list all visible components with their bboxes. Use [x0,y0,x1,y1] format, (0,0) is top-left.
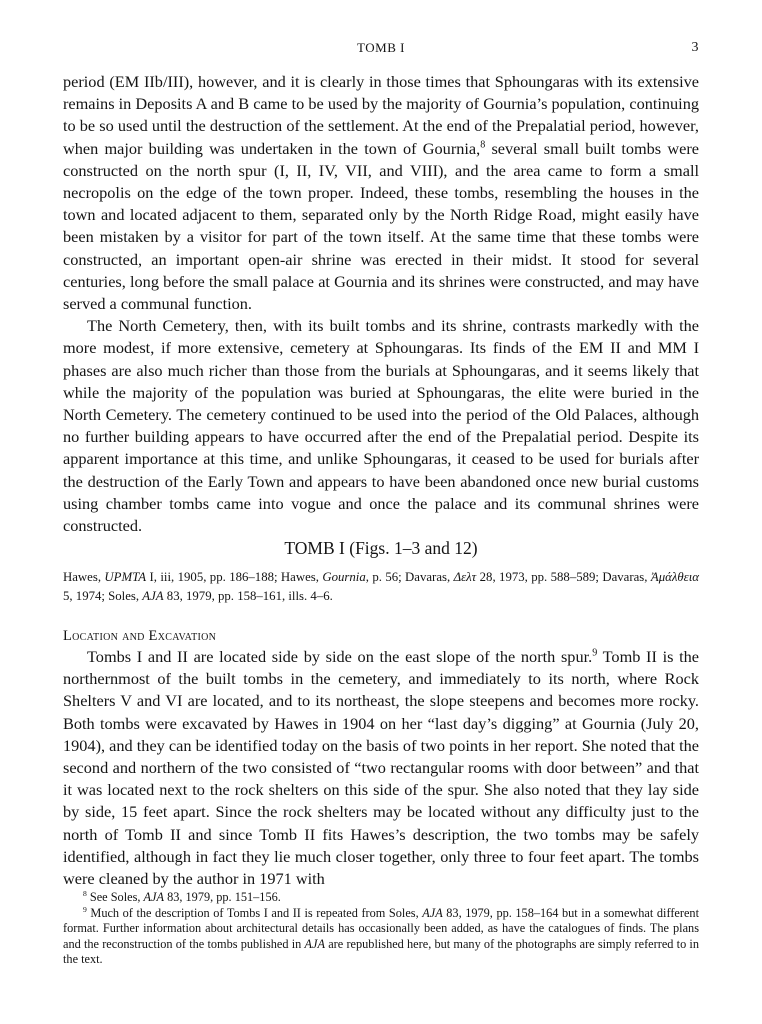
section-heading: TOMB I (Figs. 1–3 and 12) [284,538,478,558]
footnote-marker: 9 [83,904,87,914]
body-text-top [63,71,699,537]
footnote-marker: 8 [480,139,486,151]
italic-text: AJA [143,890,164,904]
paragraph-3 [63,646,699,890]
text-run: , p. 56; Davaras, [365,570,454,584]
text-run: The North Cemetery, then, with its built tombs and its shrine, contrasts markedly with the more modest, if more extensive, cemetery at Sphoungaras. Its finds of the EM II and MM I phases are also much richer than those from the burials at Sphoungaras, and it seems likely that while the majority of the population was buried at Sphoungaras, the elite were buried in the North Cemetery. The cemetery continued to be used into the period of the Old Palaces, although no further building appears to have occurred after the end of the Prepalatial period. Despite its apparent importance at this time, and unlike Sphoungaras, it ceased to be used for burials after the destruction of the Early Town and appears to have been abandoned once new burial customs using chamber tombs came into vogue and once the palace and its communal shrines were constructed. [63,316,699,536]
text-run: Tomb II is the northernmost of the built tombs in the cemetery, and immediately to its north, where Rock Shelters V and VI are located, and to its northeast, the slope steepens and becomes more rocky. Both tombs were excavated by Hawes in 1904 on her “last day’s digging” at Gournia (July 20, 1904), and they can be identified today on the basis of two points in her report. She noted that the second and northern of the two consisted of “two rectangular rooms with door between” and that it was located next to the rock shelters on this side of the spur. She also noted that they lay side by side, 15 feet apart. Since the rock shelters may be located without any difficulty just to the north of Tomb II and since Tomb II fits Hawes’s description, the two tombs may be safely identified, although in fact they lie much closer together, only three to four feet apart. The tombs were cleaned by the author in 1971 with [63,647,699,889]
text-run: Hawes, [63,570,105,584]
running-title: TOMB I [357,40,405,55]
page-number: 3 [691,40,699,55]
footnote-9 [63,906,699,968]
italic-text: Δελτ [453,570,477,584]
text-run: 5, 1974; Soles, [63,589,143,603]
footnote-marker: 9 [592,647,598,659]
text-run: several small built tombs were constructed on the north spur (I, II, IV, VII, and VIII), and the area came to form a small necropolis on the edge of the town proper. Indeed, these tombs, resembling the houses in the town and located adjacent to them, separated only by the North Ridge Road, might easily have been mistaken by a visitor for part of the town itself. At the same time that these tombs were constructed, an important open-air shrine was erected in their midst. It stood for several centuries, long before the small palace at Gournia and its shrines were constructed, and may have served a communal function. [63,138,699,314]
text-run: I, iii, 1905, pp. 186–188; Hawes, [146,570,323,584]
text-run: Tombs I and II are located side by side on the east slope of the north spur. [87,647,593,666]
text-run: 83, 1979, pp. 158–161, ills. 4–6. [163,589,333,603]
body-text-bottom [63,646,699,890]
running-head [63,40,699,56]
italic-text: AJA [304,936,326,951]
italic-text: Gournia [322,570,366,584]
text-run: 28, 1973, pp. 588–589; Davaras, [476,570,651,584]
subsection-heading: Location and Excavation [63,628,217,644]
text-run: Much of the description of Tombs I and II is repeated from Soles, [86,905,423,920]
italic-text: AJA [142,589,164,603]
footnote-marker: 8 [83,888,87,898]
footnote-8 [63,890,699,906]
text-run: are republished here, but many of the photographs are simply referred to in the text. [63,936,699,966]
italic-text: AJA [422,905,443,920]
text-run: period (EM IIb/III), however, and it is clearly in those times that Sphoungaras with its extensive remains in Deposits A and B came to be used by the majority of Gournia’s population, continuing to be so used until the destruction of the settlement. At the end of the Prepalatial period, however, when major building was undertaken in the town of Gournia, [63,72,699,158]
paragraph-1 [63,71,699,315]
bibliography-references [63,568,699,606]
footnotes [63,890,699,968]
paragraph-2 [63,315,699,537]
italic-text: UPMTA [104,570,147,584]
text-run: See Soles, [86,890,144,904]
text-run: 83, 1979, pp. 151–156. [164,890,281,904]
italic-text: Ἀμάλθεια [650,570,699,584]
text-run: 83, 1979, pp. 158–164 but in a somewhat different format. Further information about architectural details has occasionally been added, as have the catalogues of finds. The plans and the reconstruction of the tombs published in [63,905,699,951]
